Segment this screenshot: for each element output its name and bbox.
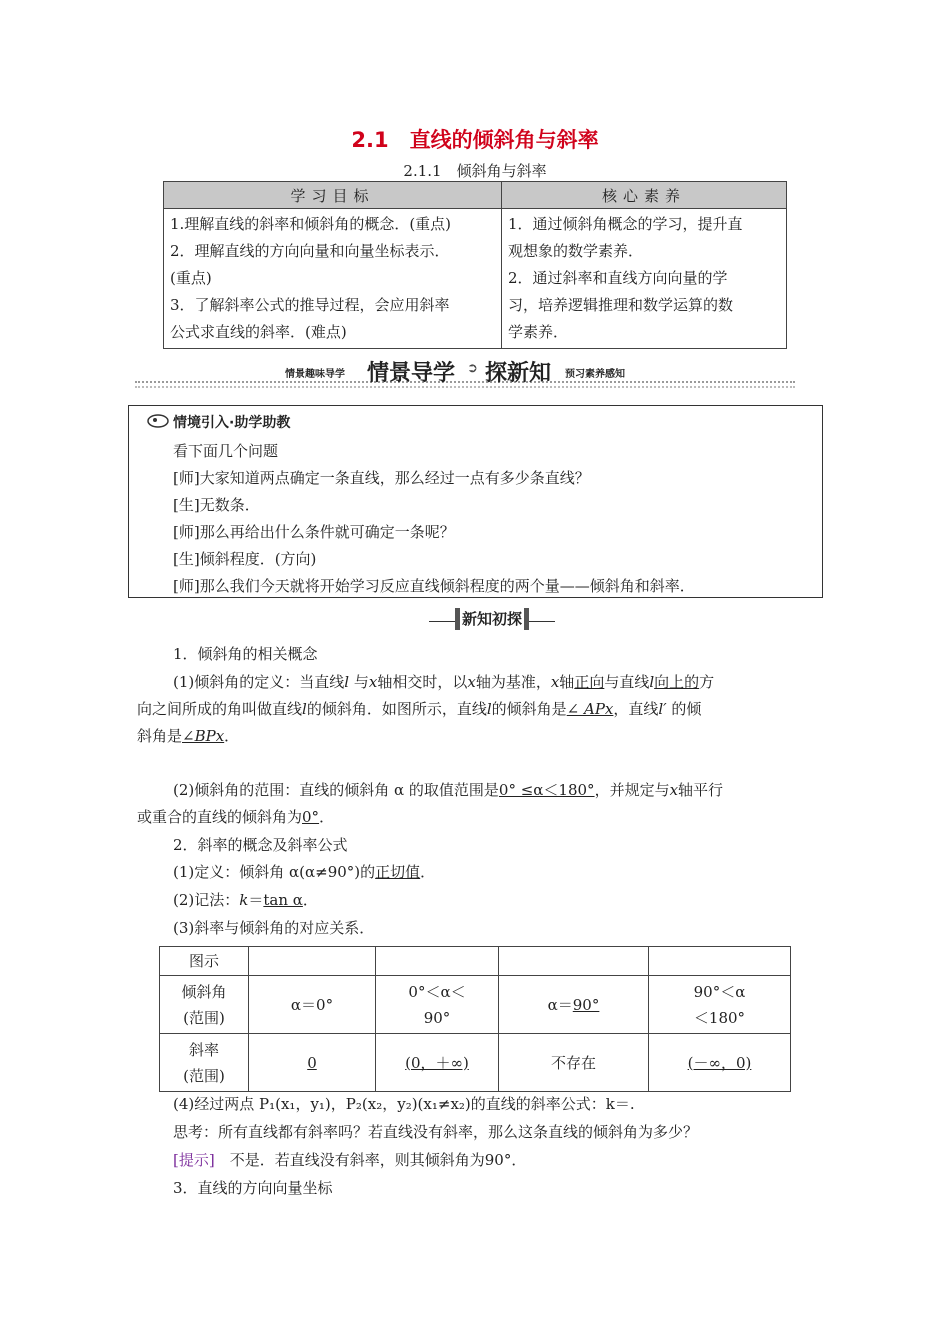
slope-cell: (0，＋∞) xyxy=(376,1034,499,1092)
page-subtitle: 2.1.1 倾斜角与斜率 xyxy=(403,162,547,180)
goal-line: (重点) xyxy=(170,269,212,287)
paragraph-line: 斜角是∠BPx． xyxy=(137,727,240,745)
angle-cell: α＝90° xyxy=(499,976,649,1034)
section-tag xyxy=(429,611,555,631)
banner-heading-1: 情景导学 xyxy=(367,361,456,386)
banner-divider xyxy=(135,381,795,383)
goal-line: 2．理解直线的方向向量和向量坐标表示． xyxy=(170,242,450,260)
question-line: 思考：所有直线都有斜率吗？若直线没有斜率，那么这条直线的倾斜角为多少？ xyxy=(173,1123,699,1141)
intro-box xyxy=(128,405,823,598)
literacy-line: 1．通过倾斜角概念的学习，提升直 xyxy=(508,215,743,233)
literacy-line: 观想象的数学素养． xyxy=(508,242,644,260)
hint-label: [提示] xyxy=(173,1151,215,1169)
formula-line: (4)经过两点 P₁(x₁，y₁)，P₂(x₂，y₂)(x₁≠x₂)的直线的斜率公式：k＝. xyxy=(173,1095,635,1113)
banner-left-small: 情景趣味导学 xyxy=(285,369,345,380)
intro-heading: 情境引入·助学助教 xyxy=(173,415,291,431)
intro-line: 看下面几个问题 xyxy=(173,442,279,460)
paragraph-line: (1)定义：倾斜角 α(α≠90°)的正切值． xyxy=(173,863,436,881)
slope-cell: 不存在 xyxy=(499,1034,649,1092)
row-head: 斜率 (范围) xyxy=(160,1034,249,1092)
banner-heading-2: 探新知 xyxy=(485,361,552,386)
literacy-line: 学素养． xyxy=(508,323,569,341)
goals-header-left: 学习目标 xyxy=(164,182,502,209)
intro-line: [生]无数条． xyxy=(173,496,260,514)
intro-line: [生]倾斜程度．(方向) xyxy=(173,550,317,568)
row-head: 图示 xyxy=(160,947,249,976)
section-heading: 1．倾斜角的相关概念 xyxy=(173,645,318,663)
paragraph-line: (2)倾斜角的范围：直线的倾斜角 α 的取值范围是0° ≤α＜180°，并规定与x轴平行 xyxy=(173,781,724,799)
intro-line: [师]那么我们今天就将开始学习反应直线倾斜程度的两个量——倾斜角和斜率． xyxy=(173,577,695,595)
banner-divider xyxy=(135,386,795,388)
goal-line: 1.理解直线的斜率和倾斜角的概念．(重点) xyxy=(170,215,452,233)
goal-line: 公式求直线的斜率．(难点) xyxy=(170,323,347,341)
goals-table xyxy=(163,181,787,349)
paragraph-line: (1)倾斜角的定义：当直线l 与x轴相交时，以x轴为基准，x轴正向与直线l向上的方 xyxy=(173,673,715,691)
paragraph-line: (3)斜率与倾斜角的对应关系． xyxy=(173,919,375,937)
hint-line: [提示] 不是．若直线没有斜率，则其倾斜角为90°． xyxy=(173,1151,527,1169)
angle-cell: 90°＜α ＜180° xyxy=(649,976,791,1034)
paragraph-line: 向之间所成的角叫做直线l的倾斜角．如图所示，直线l的倾斜角是∠ APx，直线l′ 的倾 xyxy=(137,700,702,718)
page-title: 2.1 直线的倾斜角与斜率 xyxy=(351,128,599,152)
literacy-line: 习，培养逻辑推理和数学运算的数 xyxy=(508,296,734,314)
angle-cell: α＝0° xyxy=(249,976,376,1034)
slope-angle-table xyxy=(159,946,791,1092)
paragraph-line: (2)记法：k＝tan α． xyxy=(173,891,318,909)
slope-cell: (－∞，0) xyxy=(649,1034,791,1092)
angle-cell: 0°＜α＜ 90° xyxy=(376,976,499,1034)
section-heading: 3．直线的方向向量坐标 xyxy=(173,1179,333,1197)
slope-cell: 0 xyxy=(249,1034,376,1092)
goal-line: 3．了解斜率公式的推导过程，会应用斜率 xyxy=(170,296,450,314)
goals-left-cell xyxy=(164,209,502,349)
section-banner xyxy=(135,356,795,392)
tag-label: 新知初探 xyxy=(455,608,529,630)
arrow-icon: ➲ xyxy=(467,361,478,376)
literacy-line: 2．通过斜率和直线方向向量的学 xyxy=(508,269,728,287)
cloud-icon xyxy=(147,412,169,428)
intro-line: [师]大家知道两点确定一条直线，那么经过一点有多少条直线？ xyxy=(173,469,590,487)
section-heading: 2．斜率的概念及斜率公式 xyxy=(173,836,348,854)
goals-header-right: 核心素养 xyxy=(502,182,787,209)
goals-right-cell xyxy=(502,209,787,349)
intro-line: [师]那么再给出什么条件就可确定一条呢？ xyxy=(173,523,455,541)
row-head: 倾斜角 (范围) xyxy=(160,976,249,1034)
paragraph-line: 或重合的直线的倾斜角为0°． xyxy=(137,808,335,826)
banner-right-small: 预习素养感知 xyxy=(565,369,625,380)
